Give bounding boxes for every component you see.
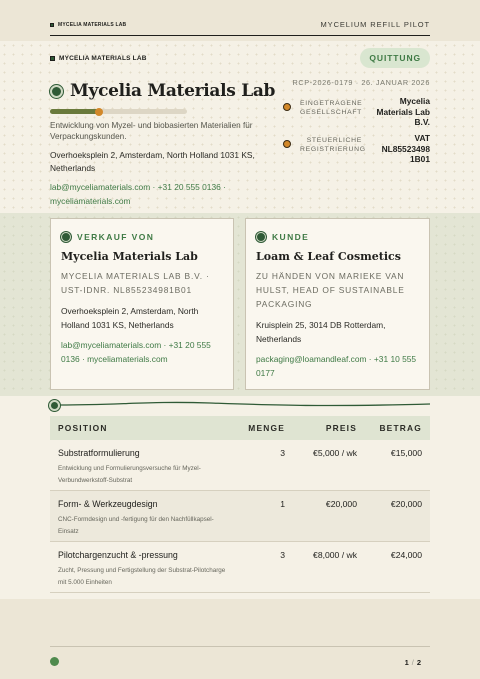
table-row [50,491,430,542]
company-tagline: Entwicklung von Myzel- und biobasierten Materialien für Verpackungskunden. [50,121,253,141]
item-description: Entwicklung und Formulierungsversuche für Myzel-Verbundwerkstoff-Substrat [58,465,201,484]
customer-dot-icon [256,232,266,242]
top-header [50,14,430,36]
vendor-heading: VERKAUF VON [77,232,155,242]
brand-square-icon [50,23,54,27]
document-type-badge: QUITTUNG [360,48,430,68]
item-title: Substratformulierung [58,448,140,458]
customer-attention: ZU HÄNDEN VON MARIEKE VAN HULST, HEAD OF SUSTAINABLE PACKAGING [256,271,405,309]
progress-fill [50,109,99,114]
col-position: POSITION [58,423,108,433]
item-amount: €20,000 [390,499,422,509]
vendor-heading-row [61,232,223,242]
customer-heading: KUNDE [272,232,310,242]
page-indicator: 1 / 2 [404,658,421,667]
vendor-name: Mycelia Materials Lab [61,250,198,263]
table-row [50,542,430,593]
receipt-reference: RCP-2026-0179 · 26. JANUAR 2026 [292,78,430,87]
table-row [50,440,430,491]
customer-heading-row [256,232,419,242]
item-qty: 3 [280,550,285,560]
meta-dot-icon [283,103,291,111]
page-footer [50,646,430,676]
divider-dot-icon [49,400,60,411]
page-current: 1 [404,658,409,667]
pilot-label: MYCELIUM REFILL PILOT [320,20,430,29]
col-price: PREIS [325,423,357,433]
company-name: Mycelia Materials Lab [70,81,276,101]
company-phone-link[interactable]: +31 20 555 0136 [157,182,221,192]
meta-label: STEUERLICHE REGISTRIERUNG [300,137,366,153]
item-amount: €15,000 [390,448,422,458]
company-title [50,81,275,101]
item-amount: €24,000 [390,550,422,560]
vendor-dot-icon [61,232,71,242]
company-address: Overhoeksplein 2, Amsterdam, North Holland 1031 KS, Netherlands [50,150,255,173]
brand-label: MYCELIA MATERIALS LAB [59,55,147,62]
customer-card [245,218,430,390]
item-price: €8,000 / wk [313,550,357,560]
vendor-legal: MYCELIA MATERIALS LAB B.V. · UST-IDNR. NL855234981B01 [61,271,210,295]
company-email-link[interactable]: lab@myceliamaterials.com [50,182,151,192]
item-qty: 3 [280,448,285,458]
line-items-table [50,416,430,593]
vendor-contact[interactable]: lab@myceliamaterials.com · +31 20 555 0136 · myceliamaterials.com [61,340,211,364]
customer-address: Kruisplein 25, 3014 DB Rotterdam, Netherlands [256,320,386,344]
company-website-link[interactable]: myceliamaterials.com [50,196,131,206]
meta-tax-registration [283,133,430,165]
item-title: Pilotchargenzucht & -pressung [58,550,178,560]
items-section [0,396,480,599]
vendor-address: Overhoeksplein 2, Amsterdam, North Holland 1031 KS, Netherlands [61,306,199,330]
customer-name: Loam & Leaf Cosmetics [256,250,401,263]
item-price: €5,000 / wk [313,448,357,458]
hero-section [0,41,480,213]
parties-section [0,213,480,396]
wavy-divider [60,399,430,409]
col-amount: BETRAG [379,423,422,433]
vendor-card [50,218,234,390]
customer-contact[interactable]: packaging@loamandleaf.com · +31 10 555 0177 [256,354,417,378]
meta-label: EINGETRAGENE GESELLSCHAFT [300,100,363,116]
meta-value: Mycelia Materials Lab B.V. [376,96,430,127]
company-contact: lab@myceliamaterials.com · +31 20 555 0136 · myceliamaterials.com [50,182,226,206]
item-qty: 1 [280,499,285,509]
brand-row [50,55,147,62]
footer-dot-icon [50,657,59,666]
table-header [50,416,430,440]
progress-track [50,109,187,114]
tiny-brand-label: MYCELIA MATERIALS LAB [58,21,127,28]
item-price: €20,000 [325,499,357,509]
meta-dot-icon [283,140,291,148]
item-title: Form- & Werkzeugdesign [58,499,158,509]
item-description: Zucht, Pressung und Fertigstellung der Substrat-Pilotcharge mit 5.000 Einheiten [58,567,226,586]
meta-value: VAT NL85523498 1B01 [381,133,430,164]
item-description: CNC-Formdesign und -fertigung für den Nachfüllkapsel-Einsatz [58,516,214,535]
meta-registered-company [283,96,430,128]
col-qty: MENGE [248,423,285,433]
progress-knob [95,108,103,116]
brand-square-icon [50,56,55,61]
tiny-brand-logo [50,22,126,28]
brand-dot-icon [50,85,63,98]
page-total: 2 [416,658,421,667]
